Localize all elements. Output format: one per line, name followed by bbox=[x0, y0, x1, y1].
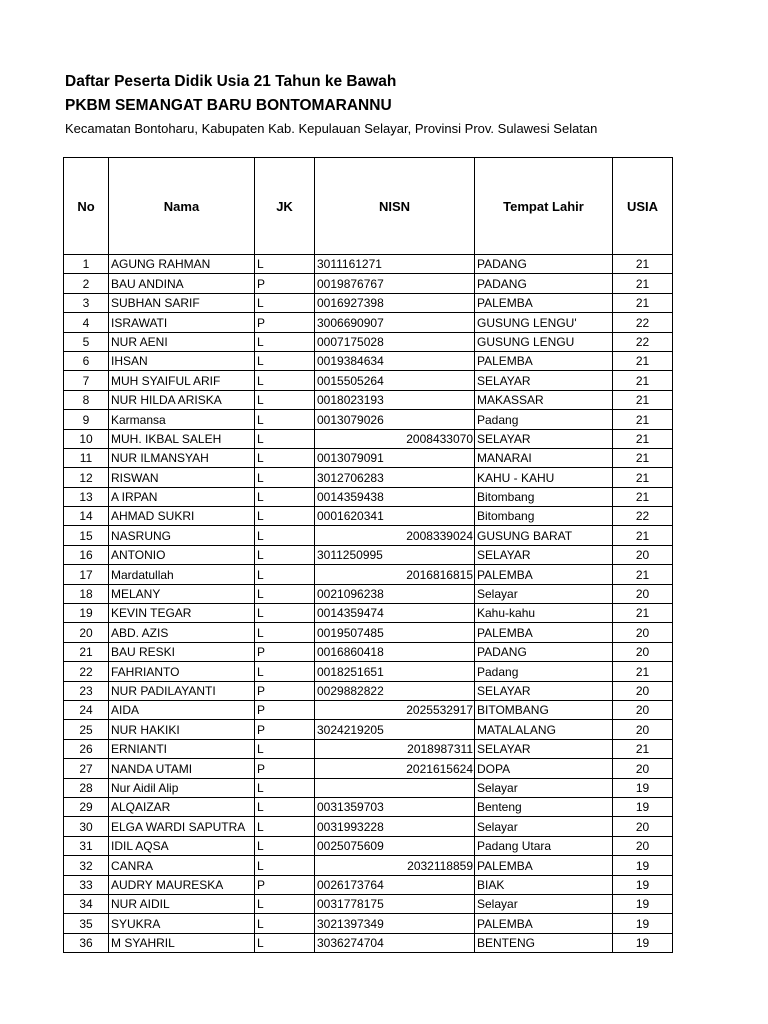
column-header-nisn: NISN bbox=[315, 158, 475, 255]
cell-usia: 21 bbox=[613, 390, 673, 409]
cell-nama: A IRPAN bbox=[109, 487, 255, 506]
cell-jk: P bbox=[255, 875, 315, 894]
cell-nama: ALQAIZAR bbox=[109, 797, 255, 816]
cell-nama: NUR PADILAYANTI bbox=[109, 681, 255, 700]
cell-nisn: 3011250995 bbox=[315, 545, 475, 564]
cell-jk: L bbox=[255, 351, 315, 370]
cell-usia: 19 bbox=[613, 778, 673, 797]
table-row bbox=[64, 255, 673, 274]
cell-tempat-lahir: MANARAI bbox=[475, 448, 613, 467]
table-row bbox=[64, 584, 673, 603]
cell-nama: AHMAD SUKRI bbox=[109, 507, 255, 526]
table-row bbox=[64, 313, 673, 332]
cell-no: 36 bbox=[64, 933, 109, 952]
cell-nama: FAHRIANTO bbox=[109, 662, 255, 681]
cell-no: 33 bbox=[64, 875, 109, 894]
cell-no: 27 bbox=[64, 759, 109, 778]
table-row bbox=[64, 681, 673, 700]
cell-jk: L bbox=[255, 255, 315, 274]
cell-nisn: 0021096238 bbox=[315, 584, 475, 603]
cell-tempat-lahir: MATALALANG bbox=[475, 720, 613, 739]
cell-no: 7 bbox=[64, 371, 109, 390]
cell-jk: L bbox=[255, 914, 315, 933]
cell-jk: P bbox=[255, 313, 315, 332]
cell-no: 20 bbox=[64, 623, 109, 642]
cell-jk: L bbox=[255, 584, 315, 603]
cell-usia: 19 bbox=[613, 933, 673, 952]
table-row bbox=[64, 526, 673, 545]
cell-nisn: 2008339024 bbox=[315, 526, 475, 545]
cell-tempat-lahir: MAKASSAR bbox=[475, 390, 613, 409]
cell-nama: MELANY bbox=[109, 584, 255, 603]
table-row bbox=[64, 894, 673, 913]
cell-jk: L bbox=[255, 545, 315, 564]
cell-no: 23 bbox=[64, 681, 109, 700]
cell-nisn: 0031359703 bbox=[315, 797, 475, 816]
table-row bbox=[64, 836, 673, 855]
cell-nama: NUR ILMANSYAH bbox=[109, 448, 255, 467]
cell-no: 1 bbox=[64, 255, 109, 274]
cell-nama: ERNIANTI bbox=[109, 739, 255, 758]
cell-usia: 21 bbox=[613, 662, 673, 681]
cell-nama: ANTONIO bbox=[109, 545, 255, 564]
cell-jk: L bbox=[255, 604, 315, 623]
cell-nama: SYUKRA bbox=[109, 914, 255, 933]
cell-jk: L bbox=[255, 371, 315, 390]
cell-no: 25 bbox=[64, 720, 109, 739]
cell-tempat-lahir: BIAK bbox=[475, 875, 613, 894]
column-header-no: No bbox=[64, 158, 109, 255]
cell-nama: NASRUNG bbox=[109, 526, 255, 545]
cell-tempat-lahir: Bitombang bbox=[475, 507, 613, 526]
cell-tempat-lahir: PALEMBA bbox=[475, 293, 613, 312]
cell-tempat-lahir: Padang Utara bbox=[475, 836, 613, 855]
cell-usia: 20 bbox=[613, 584, 673, 603]
school-name: PKBM SEMANGAT BARU BONTOMARANNU bbox=[65, 97, 392, 114]
cell-tempat-lahir: PADANG bbox=[475, 642, 613, 661]
cell-usia: 20 bbox=[613, 642, 673, 661]
cell-jk: P bbox=[255, 700, 315, 719]
cell-no: 2 bbox=[64, 274, 109, 293]
cell-no: 13 bbox=[64, 487, 109, 506]
cell-tempat-lahir: Benteng bbox=[475, 797, 613, 816]
cell-no: 18 bbox=[64, 584, 109, 603]
cell-usia: 20 bbox=[613, 759, 673, 778]
cell-no: 29 bbox=[64, 797, 109, 816]
cell-nisn: 3021397349 bbox=[315, 914, 475, 933]
table-row bbox=[64, 662, 673, 681]
cell-nama: Mardatullah bbox=[109, 565, 255, 584]
cell-usia: 20 bbox=[613, 720, 673, 739]
cell-nisn: 0025075609 bbox=[315, 836, 475, 855]
cell-nisn: 0014359438 bbox=[315, 487, 475, 506]
cell-nama: CANRA bbox=[109, 856, 255, 875]
cell-nama: AUDRY MAURESKA bbox=[109, 875, 255, 894]
cell-jk: L bbox=[255, 293, 315, 312]
cell-no: 31 bbox=[64, 836, 109, 855]
table-row bbox=[64, 642, 673, 661]
cell-nisn: 0019876767 bbox=[315, 274, 475, 293]
cell-usia: 21 bbox=[613, 429, 673, 448]
cell-no: 24 bbox=[64, 700, 109, 719]
cell-usia: 20 bbox=[613, 836, 673, 855]
cell-no: 3 bbox=[64, 293, 109, 312]
cell-jk: P bbox=[255, 274, 315, 293]
table-row bbox=[64, 875, 673, 894]
cell-no: 34 bbox=[64, 894, 109, 913]
cell-usia: 22 bbox=[613, 313, 673, 332]
cell-jk: L bbox=[255, 797, 315, 816]
cell-jk: L bbox=[255, 662, 315, 681]
cell-nisn: 3036274704 bbox=[315, 933, 475, 952]
cell-jk: P bbox=[255, 681, 315, 700]
cell-nisn: 0016927398 bbox=[315, 293, 475, 312]
cell-jk: L bbox=[255, 778, 315, 797]
cell-usia: 20 bbox=[613, 623, 673, 642]
column-header-nama: Nama bbox=[109, 158, 255, 255]
cell-nama: IHSAN bbox=[109, 351, 255, 370]
cell-jk: L bbox=[255, 894, 315, 913]
cell-jk: L bbox=[255, 836, 315, 855]
cell-no: 35 bbox=[64, 914, 109, 933]
cell-usia: 21 bbox=[613, 448, 673, 467]
cell-tempat-lahir: Kahu-kahu bbox=[475, 604, 613, 623]
cell-tempat-lahir: Selayar bbox=[475, 817, 613, 836]
cell-jk: L bbox=[255, 410, 315, 429]
table-row bbox=[64, 739, 673, 758]
cell-jk: P bbox=[255, 720, 315, 739]
cell-no: 26 bbox=[64, 739, 109, 758]
table-row bbox=[64, 545, 673, 564]
cell-no: 14 bbox=[64, 507, 109, 526]
cell-tempat-lahir: Selayar bbox=[475, 778, 613, 797]
cell-nama: M SYAHRIL bbox=[109, 933, 255, 952]
cell-tempat-lahir: Bitombang bbox=[475, 487, 613, 506]
cell-usia: 20 bbox=[613, 681, 673, 700]
cell-no: 30 bbox=[64, 817, 109, 836]
cell-tempat-lahir: Padang bbox=[475, 662, 613, 681]
cell-tempat-lahir: SELAYAR bbox=[475, 429, 613, 448]
cell-jk: L bbox=[255, 468, 315, 487]
cell-nama: AIDA bbox=[109, 700, 255, 719]
cell-jk: L bbox=[255, 526, 315, 545]
cell-nama: NUR AENI bbox=[109, 332, 255, 351]
cell-nama: ABD. AZIS bbox=[109, 623, 255, 642]
cell-tempat-lahir: SELAYAR bbox=[475, 545, 613, 564]
cell-tempat-lahir: Selayar bbox=[475, 894, 613, 913]
cell-nisn: 0019384634 bbox=[315, 351, 475, 370]
cell-nama: BAU RESKI bbox=[109, 642, 255, 661]
cell-usia: 21 bbox=[613, 487, 673, 506]
cell-nama: AGUNG RAHMAN bbox=[109, 255, 255, 274]
column-header-jk: JK bbox=[255, 158, 315, 255]
cell-no: 21 bbox=[64, 642, 109, 661]
document-title: Daftar Peserta Didik Usia 21 Tahun ke Bawah bbox=[65, 73, 397, 90]
table-row bbox=[64, 507, 673, 526]
cell-no: 12 bbox=[64, 468, 109, 487]
cell-nisn: 2016816815 bbox=[315, 565, 475, 584]
cell-no: 28 bbox=[64, 778, 109, 797]
cell-tempat-lahir: PALEMBA bbox=[475, 914, 613, 933]
table-row bbox=[64, 700, 673, 719]
cell-nama: NUR HAKIKI bbox=[109, 720, 255, 739]
cell-usia: 19 bbox=[613, 797, 673, 816]
table-row bbox=[64, 293, 673, 312]
cell-nisn: 2018987311 bbox=[315, 739, 475, 758]
cell-tempat-lahir: PADANG bbox=[475, 255, 613, 274]
cell-nama: Karmansa bbox=[109, 410, 255, 429]
cell-no: 4 bbox=[64, 313, 109, 332]
cell-usia: 19 bbox=[613, 875, 673, 894]
cell-jk: L bbox=[255, 390, 315, 409]
cell-nama: KEVIN TEGAR bbox=[109, 604, 255, 623]
cell-nisn: 0016860418 bbox=[315, 642, 475, 661]
cell-tempat-lahir: PALEMBA bbox=[475, 351, 613, 370]
cell-nisn: 0001620341 bbox=[315, 507, 475, 526]
cell-usia: 22 bbox=[613, 332, 673, 351]
table-row bbox=[64, 487, 673, 506]
cell-nisn: 3011161271 bbox=[315, 255, 475, 274]
cell-tempat-lahir: GUSUNG BARAT bbox=[475, 526, 613, 545]
cell-tempat-lahir: GUSUNG LENGU' bbox=[475, 313, 613, 332]
cell-jk: L bbox=[255, 739, 315, 758]
cell-nisn: 0018251651 bbox=[315, 662, 475, 681]
table-row bbox=[64, 856, 673, 875]
table-row bbox=[64, 604, 673, 623]
cell-nisn: 2032118859 bbox=[315, 856, 475, 875]
cell-tempat-lahir: SELAYAR bbox=[475, 739, 613, 758]
cell-nisn: 0014359474 bbox=[315, 604, 475, 623]
cell-no: 9 bbox=[64, 410, 109, 429]
cell-jk: P bbox=[255, 759, 315, 778]
cell-tempat-lahir: Selayar bbox=[475, 584, 613, 603]
cell-usia: 22 bbox=[613, 507, 673, 526]
cell-nama: SUBHAN SARIF bbox=[109, 293, 255, 312]
table-row bbox=[64, 274, 673, 293]
column-header-usia: USIA bbox=[613, 158, 673, 255]
cell-tempat-lahir: SELAYAR bbox=[475, 371, 613, 390]
cell-usia: 21 bbox=[613, 410, 673, 429]
cell-nama: BAU ANDINA bbox=[109, 274, 255, 293]
table-row bbox=[64, 565, 673, 584]
table-row bbox=[64, 371, 673, 390]
cell-jk: L bbox=[255, 817, 315, 836]
cell-jk: L bbox=[255, 623, 315, 642]
cell-usia: 19 bbox=[613, 856, 673, 875]
cell-no: 16 bbox=[64, 545, 109, 564]
cell-tempat-lahir: Padang bbox=[475, 410, 613, 429]
cell-usia: 21 bbox=[613, 255, 673, 274]
location-line: Kecamatan Bontoharu, Kabupaten Kab. Kepulauan Selayar, Provinsi Prov. Sulawesi Selatan bbox=[65, 121, 598, 136]
cell-tempat-lahir: KAHU - KAHU bbox=[475, 468, 613, 487]
cell-nisn: 3024219205 bbox=[315, 720, 475, 739]
cell-usia: 19 bbox=[613, 894, 673, 913]
table-row bbox=[64, 914, 673, 933]
cell-nisn: 0031993228 bbox=[315, 817, 475, 836]
cell-nisn: 0029882822 bbox=[315, 681, 475, 700]
cell-nama: RISWAN bbox=[109, 468, 255, 487]
cell-tempat-lahir: PALEMBA bbox=[475, 856, 613, 875]
cell-jk: L bbox=[255, 856, 315, 875]
cell-tempat-lahir: PALEMBA bbox=[475, 623, 613, 642]
cell-no: 8 bbox=[64, 390, 109, 409]
cell-jk: L bbox=[255, 933, 315, 952]
cell-jk: L bbox=[255, 565, 315, 584]
student-table bbox=[63, 157, 673, 953]
cell-usia: 21 bbox=[613, 274, 673, 293]
cell-usia: 20 bbox=[613, 817, 673, 836]
cell-nisn: 0026173764 bbox=[315, 875, 475, 894]
cell-jk: L bbox=[255, 487, 315, 506]
table-row bbox=[64, 797, 673, 816]
cell-jk: L bbox=[255, 429, 315, 448]
cell-usia: 21 bbox=[613, 468, 673, 487]
cell-tempat-lahir: PADANG bbox=[475, 274, 613, 293]
table-row bbox=[64, 778, 673, 797]
cell-nama: MUH. IKBAL SALEH bbox=[109, 429, 255, 448]
table-row bbox=[64, 332, 673, 351]
cell-tempat-lahir: GUSUNG LENGU bbox=[475, 332, 613, 351]
cell-tempat-lahir: BITOMBANG bbox=[475, 700, 613, 719]
cell-nama: Nur Aidil Alip bbox=[109, 778, 255, 797]
cell-nisn bbox=[315, 778, 475, 797]
cell-nama: NANDA UTAMI bbox=[109, 759, 255, 778]
cell-tempat-lahir: DOPA bbox=[475, 759, 613, 778]
table-row bbox=[64, 410, 673, 429]
table-body bbox=[64, 255, 673, 953]
cell-no: 32 bbox=[64, 856, 109, 875]
cell-nisn: 0013079026 bbox=[315, 410, 475, 429]
cell-nama: NUR AIDIL bbox=[109, 894, 255, 913]
cell-usia: 20 bbox=[613, 700, 673, 719]
table-row bbox=[64, 720, 673, 739]
table-row bbox=[64, 429, 673, 448]
column-header-tempat-lahir: Tempat Lahir bbox=[475, 158, 613, 255]
cell-no: 10 bbox=[64, 429, 109, 448]
cell-nisn: 2025532917 bbox=[315, 700, 475, 719]
table-row bbox=[64, 390, 673, 409]
cell-usia: 21 bbox=[613, 371, 673, 390]
cell-no: 15 bbox=[64, 526, 109, 545]
cell-nisn: 0013079091 bbox=[315, 448, 475, 467]
cell-no: 5 bbox=[64, 332, 109, 351]
cell-jk: L bbox=[255, 448, 315, 467]
cell-usia: 21 bbox=[613, 604, 673, 623]
cell-nama: ELGA WARDI SAPUTRA bbox=[109, 817, 255, 836]
cell-usia: 21 bbox=[613, 739, 673, 758]
cell-usia: 21 bbox=[613, 526, 673, 545]
table-row bbox=[64, 759, 673, 778]
cell-jk: L bbox=[255, 332, 315, 351]
cell-nisn: 0019507485 bbox=[315, 623, 475, 642]
cell-nisn: 2021615624 bbox=[315, 759, 475, 778]
cell-nama: MUH SYAIFUL ARIF bbox=[109, 371, 255, 390]
cell-tempat-lahir: PALEMBA bbox=[475, 565, 613, 584]
cell-usia: 21 bbox=[613, 351, 673, 370]
cell-nisn: 0018023193 bbox=[315, 390, 475, 409]
cell-nama: ISRAWATI bbox=[109, 313, 255, 332]
cell-no: 22 bbox=[64, 662, 109, 681]
table-row bbox=[64, 448, 673, 467]
cell-nisn: 0015505264 bbox=[315, 371, 475, 390]
cell-no: 19 bbox=[64, 604, 109, 623]
cell-nisn: 2008433070 bbox=[315, 429, 475, 448]
cell-nama: IDIL AQSA bbox=[109, 836, 255, 855]
cell-jk: L bbox=[255, 507, 315, 526]
cell-usia: 19 bbox=[613, 914, 673, 933]
table-header-row bbox=[64, 158, 673, 255]
cell-no: 6 bbox=[64, 351, 109, 370]
cell-usia: 20 bbox=[613, 545, 673, 564]
table-row bbox=[64, 623, 673, 642]
table-row bbox=[64, 933, 673, 952]
cell-no: 17 bbox=[64, 565, 109, 584]
cell-nisn: 0007175028 bbox=[315, 332, 475, 351]
cell-nisn: 3006690907 bbox=[315, 313, 475, 332]
table-row bbox=[64, 817, 673, 836]
cell-nama: NUR HILDA ARISKA bbox=[109, 390, 255, 409]
table-row bbox=[64, 351, 673, 370]
cell-usia: 21 bbox=[613, 565, 673, 584]
cell-usia: 21 bbox=[613, 293, 673, 312]
cell-tempat-lahir: SELAYAR bbox=[475, 681, 613, 700]
cell-nisn: 0031778175 bbox=[315, 894, 475, 913]
cell-no: 11 bbox=[64, 448, 109, 467]
cell-tempat-lahir: BENTENG bbox=[475, 933, 613, 952]
cell-jk: P bbox=[255, 642, 315, 661]
cell-nisn: 3012706283 bbox=[315, 468, 475, 487]
table-row bbox=[64, 468, 673, 487]
